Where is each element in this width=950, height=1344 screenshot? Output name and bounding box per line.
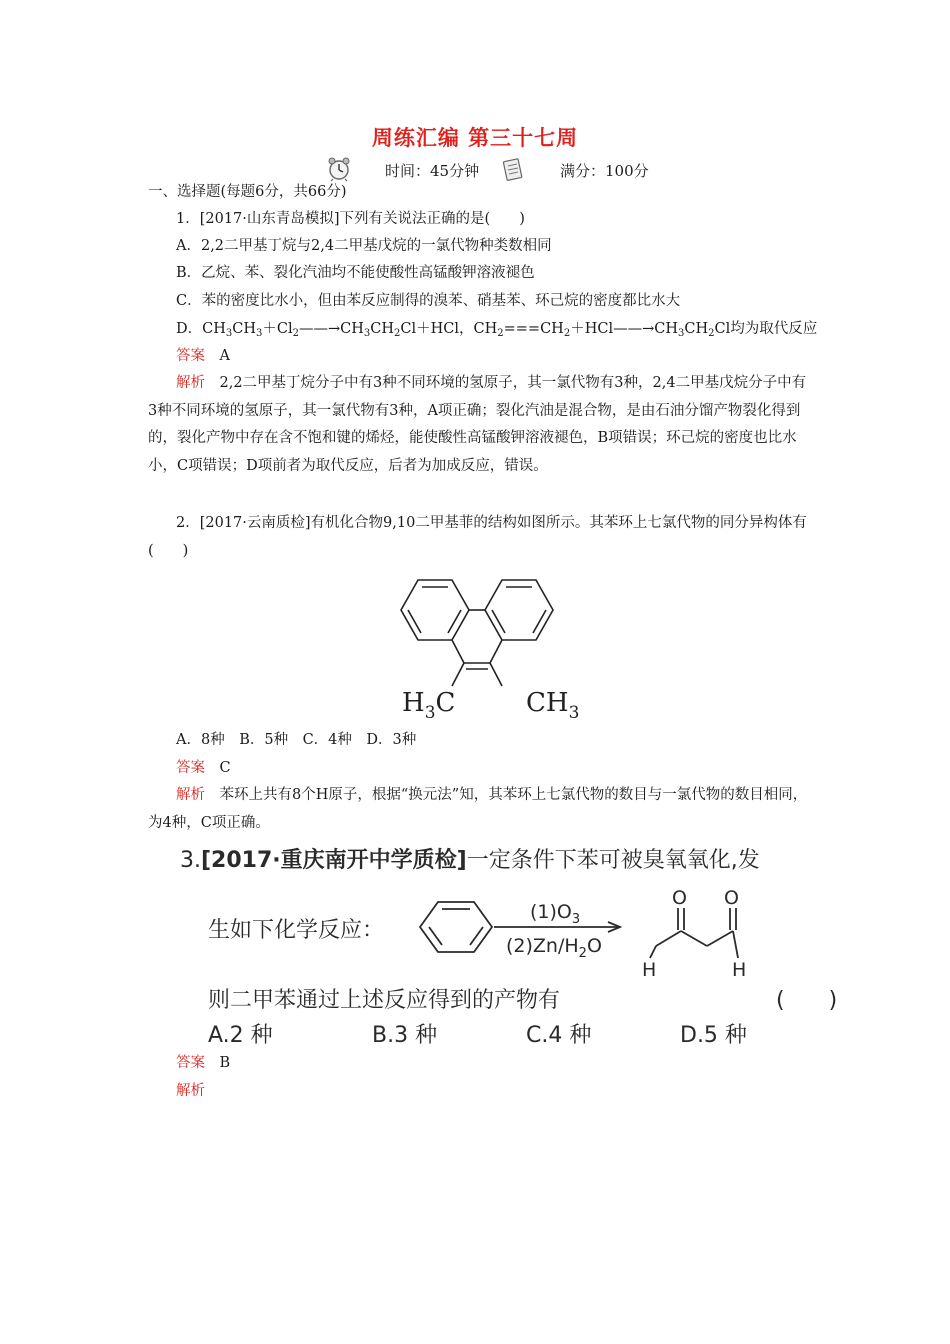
exam-meta	[0, 156, 950, 184]
q2-options: A．8种 B．5种 C．4种 D．3种	[176, 732, 417, 748]
q1-stem: 1．[2017·山东青岛模拟]下列有关说法正确的是( )	[176, 211, 525, 227]
q1-option-a: A．2,2二甲基丁烷与2,4二甲基戊烷的一氯代物种类数相同	[176, 238, 552, 254]
q3-answer: 答案 B	[176, 1055, 231, 1071]
full-score: 满分：100分	[560, 162, 649, 180]
methyl-label-left: $H_3C$	[402, 688, 456, 723]
alarm-clock-icon	[326, 156, 352, 182]
q1-answer: 答案 A	[176, 348, 230, 364]
methyl-label-right: $CH_3$	[526, 688, 580, 723]
exam-paper-icon	[500, 156, 526, 182]
q2-stem: 2．[2017·云南质检]有机化合物9,10二甲基菲的结构如图所示。其苯环上七氯代物的同分异构体有( )	[148, 515, 807, 559]
q2-analysis: 解析 苯环上共有8个H原子，根据“换元法”知，其苯环上七氯代物的数目与一氯代物的数目相同，为4种，C项正确。	[148, 787, 808, 831]
q1-option-c: C．苯的密度比水小，但由苯反应制得的溴苯、硝基苯、环己烷的密度都比水大	[176, 293, 681, 309]
q2-answer: 答案 C	[176, 760, 231, 776]
time-limit: 时间：45分钟	[385, 162, 480, 180]
q1-option-b: B．乙烷、苯、裂化汽油均不能使酸性高锰酸钾溶液褪色	[176, 265, 535, 281]
q3-question-line: 则二甲苯通过上述反应得到的产物有	[208, 988, 561, 1013]
glyoxal-h-left: H	[642, 959, 657, 980]
q3-option-b: B.3 种	[372, 1023, 438, 1048]
q3-option-d: D.5 种	[680, 1023, 747, 1048]
q3-option-a: A.2 种	[208, 1023, 273, 1048]
q3-option-c: C.4 种	[526, 1023, 592, 1048]
section-heading: 一、选择题(每题6分，共66分)	[148, 184, 347, 200]
q1-option-d: D．$CH_3CH_3+Cl_2——\to CH_3CH_2Cl+HCl$，$CH_2===CH_2+HCl——\to CH_3CH_2Cl$均为取代反应	[176, 321, 818, 339]
condition-ozone: $(1)O_3$	[530, 901, 581, 927]
dimethylphenanthrene-structure	[380, 568, 610, 728]
page-title: 周练汇编 第三十七周	[371, 125, 579, 150]
glyoxal-o-left: O	[672, 887, 687, 909]
q3-reaction-scheme	[398, 880, 788, 980]
q1-analysis: 解析 2,2二甲基丁烷分子中有3种不同环境的氢原子，其一氯代物有3种，2,4二甲基戊烷分子中有3种不同环境的氢原子，其一氯代物有3种，A项正确；裂化汽油是混合物，是由石油分馏产物裂化得到的，裂化产物中存在含不饱和键的烯烃，能使酸性高锰酸钾溶液褪色，B项错误；环己烷的密度也比水小，C项错误；D项前者为取代反应，后者为加成反应，错误。	[148, 375, 807, 474]
q3-answer-blank: ( )	[776, 988, 838, 1013]
q3-stem: 3.[2017·重庆南开中学质检]一定条件下苯可被臭氧氧化,发	[180, 848, 760, 873]
condition-zinc-water: $(2)Zn/H_2O$	[506, 935, 602, 961]
q3-analysis: 解析	[176, 1083, 205, 1099]
glyoxal-h-right: H	[732, 959, 747, 980]
glyoxal-o-right: O	[724, 887, 739, 909]
q3-reaction-text: 生如下化学反应：	[208, 918, 385, 943]
